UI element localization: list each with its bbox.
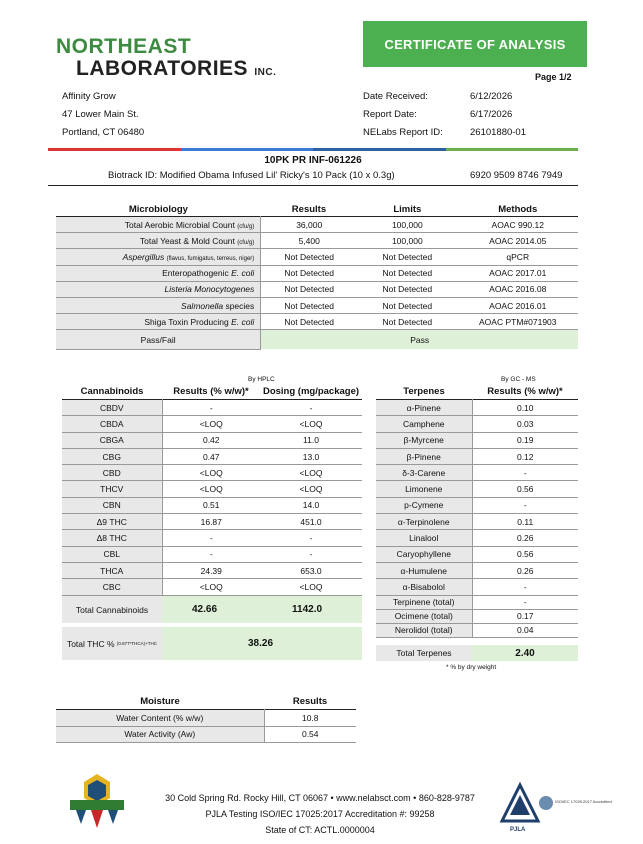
terp-name: α-Terpinolene <box>376 514 472 530</box>
canna-name: CBD <box>62 465 162 481</box>
terp-value: 0.10 <box>472 400 578 416</box>
row-limit: Not Detected <box>357 281 457 297</box>
table-row <box>56 265 578 281</box>
footer <box>120 790 520 838</box>
canna-dose: - <box>260 400 362 416</box>
terp-name: Camphene <box>376 416 472 432</box>
terp-name: α-Bisabolol <box>376 579 472 595</box>
cannabinoids-table <box>62 386 362 596</box>
moist-header-name: Moisture <box>140 696 180 707</box>
canna-header-name: Cannabinoids <box>80 386 144 397</box>
terp-header-name: Terpenes <box>403 386 445 397</box>
report-meta-values <box>470 88 526 142</box>
canna-result: <LOQ <box>162 579 260 595</box>
canna-name: Δ8 THC <box>62 530 162 546</box>
canna-result: 24.39 <box>162 562 260 578</box>
table-row <box>62 400 362 416</box>
biotrack-number: 6920 9509 8746 7949 <box>470 170 563 181</box>
canna-name: Δ9 THC <box>62 514 162 530</box>
canna-dose: 14.0 <box>260 497 362 513</box>
total-thc-label-text: Total THC % <box>66 638 115 649</box>
microbiology-table <box>56 203 578 350</box>
canna-name: CBG <box>62 448 162 464</box>
table-row <box>56 233 578 249</box>
total-cannabinoids-result: 42.66 <box>192 604 218 615</box>
table-row <box>62 546 362 562</box>
table-row <box>62 465 362 481</box>
row-name-ital: E. coli <box>231 268 255 279</box>
row-limit: Not Detected <box>357 314 457 330</box>
terp-value: - <box>472 579 578 595</box>
canna-dose: 13.0 <box>260 448 362 464</box>
micro-header-methods: Methods <box>498 204 538 215</box>
terp-name: δ-3-Carene <box>376 465 472 481</box>
canna-result: 0.47 <box>162 448 260 464</box>
client-name: Affinity Grow <box>62 91 116 102</box>
logo-line1: NORTHEAST <box>56 35 192 58</box>
logo-inc: INC. <box>254 67 277 78</box>
row-limit: Not Detected <box>357 265 457 281</box>
canna-name: CBL <box>62 546 162 562</box>
terp-value: 0.26 <box>472 530 578 546</box>
canna-header-dose: Dosing (mg/package) <box>262 386 360 397</box>
row-name <box>56 249 261 265</box>
canna-result: - <box>162 546 260 562</box>
row-result: Not Detected <box>261 265 357 281</box>
footer-address: 30 Cold Spring Rd. Rocky Hill, CT 06067 • www.nelabsct.com • 860-828-9787 <box>165 793 475 803</box>
table-row <box>376 400 578 416</box>
terp-name: Limonene <box>376 481 472 497</box>
row-unit: (cfu/g) <box>237 223 255 230</box>
row-name <box>56 217 261 233</box>
table-row <box>376 497 578 513</box>
table-row <box>62 432 362 448</box>
moisture-table <box>56 696 356 743</box>
row-result: Not Detected <box>261 281 357 297</box>
dry-weight-note: * % by dry weight <box>446 664 497 671</box>
row-method: AOAC 2014.05 <box>458 233 578 249</box>
table-row <box>376 465 578 481</box>
table-row <box>376 514 578 530</box>
row-name-ital: E. coli <box>231 316 255 327</box>
row-name-text: Aspergillus <box>122 251 165 262</box>
row-name-text: Salmonella <box>181 300 224 311</box>
table-row <box>62 481 362 497</box>
footer-accreditation: PJLA Testing ISO/IEC 17025:2017 Accreditation #: 99258 <box>205 809 435 819</box>
row-limit: Not Detected <box>357 297 457 313</box>
row-name-text: Enteropathogenic <box>162 268 232 279</box>
terp-name: Nerolidol (total) <box>376 623 472 637</box>
table-row <box>62 562 362 578</box>
total-terpenes-row <box>376 645 578 661</box>
logo-line2 <box>76 57 276 81</box>
iso-accredited-text: ISO/IEC 17025:2017 Accredited <box>555 799 612 804</box>
terp-name: Linalool <box>376 530 472 546</box>
terp-name: Ocimene (total) <box>376 609 472 623</box>
table-row <box>62 579 362 595</box>
canna-dose: <LOQ <box>260 481 362 497</box>
micro-header-results: Results <box>291 204 327 215</box>
pass-fail-value: Pass <box>261 330 578 350</box>
row-result: 36,000 <box>261 217 357 233</box>
total-cannabinoids-label: Total Cannabinoids <box>62 596 162 623</box>
micro-header-row <box>56 203 578 217</box>
coa-title-banner: CERTIFICATE OF ANALYSIS <box>363 21 587 67</box>
canna-name: THCA <box>62 562 162 578</box>
moist-header-result: Results <box>292 696 328 707</box>
row-method: AOAC PTM#071903 <box>458 314 578 330</box>
terp-value: 0.26 <box>472 562 578 578</box>
row-name <box>56 297 261 313</box>
terp-value: 0.56 <box>472 481 578 497</box>
table-row <box>62 416 362 432</box>
table-row <box>376 432 578 448</box>
terpenes-table <box>376 386 578 638</box>
moist-name: Water Activity (Aw) <box>56 726 264 743</box>
row-limit: 100,000 <box>357 233 457 249</box>
terp-name: α-Humulene <box>376 562 472 578</box>
canna-dose: 653.0 <box>260 562 362 578</box>
client-address1: 47 Lower Main St. <box>62 109 139 120</box>
table-row <box>62 530 362 546</box>
terp-value: 0.19 <box>472 432 578 448</box>
row-method: AOAC 2016.01 <box>458 297 578 313</box>
row-result: 5,400 <box>261 233 357 249</box>
terp-value: - <box>472 595 578 609</box>
canna-result: 16.87 <box>162 514 260 530</box>
terp-header-row <box>376 386 578 400</box>
terp-name: β-Myrcene <box>376 432 472 448</box>
table-row <box>376 579 578 595</box>
total-cannabinoids-values <box>162 596 362 623</box>
table-row <box>376 481 578 497</box>
sample-id: 10PK PR INF-061226 <box>264 155 362 166</box>
canna-name: CBDA <box>62 416 162 432</box>
canna-dose: <LOQ <box>260 416 362 432</box>
total-thc-row <box>62 627 362 660</box>
table-row <box>376 609 578 623</box>
terp-value: 0.11 <box>472 514 578 530</box>
report-date-label: Report Date: <box>363 109 417 120</box>
terp-value: 0.12 <box>472 448 578 464</box>
canna-result: <LOQ <box>162 481 260 497</box>
pjla-accreditation-icon <box>498 783 612 835</box>
terp-value: - <box>472 465 578 481</box>
total-thc-label <box>62 627 162 660</box>
total-cannabinoids-dose: 1142.0 <box>292 604 323 615</box>
report-id-label: NELabs Report ID: <box>363 127 443 138</box>
table-row <box>62 514 362 530</box>
row-unit: (cfu/g) <box>237 239 255 246</box>
row-unit: (flavus, fumigatus, terreus, niger) <box>166 255 255 262</box>
row-name <box>56 265 261 281</box>
table-row <box>376 416 578 432</box>
color-divider <box>48 148 578 151</box>
row-result: Not Detected <box>261 249 357 265</box>
total-terpenes-value: 2.40 <box>472 645 578 661</box>
row-name-text: Total Yeast & Mold Count <box>139 235 235 246</box>
row-name-text: Listeria Monocytogenes <box>164 284 255 295</box>
table-row <box>376 595 578 609</box>
canna-result: <LOQ <box>162 416 260 432</box>
table-row <box>56 726 356 743</box>
row-method: AOAC 2017.01 <box>458 265 578 281</box>
row-name <box>56 314 261 330</box>
row-name-suffix: species <box>223 300 255 311</box>
row-name-text: Shiga Toxin Producing <box>144 316 232 327</box>
terp-name: Terpinene (total) <box>376 595 472 609</box>
micro-header-limits: Limits <box>393 204 422 215</box>
table-row <box>56 297 578 313</box>
report-id: 26101880-01 <box>470 127 526 138</box>
pass-fail-label: Pass/Fail <box>56 330 261 350</box>
canna-result: 0.51 <box>162 497 260 513</box>
canna-result: 0.42 <box>162 432 260 448</box>
total-terpenes-label: Total Terpenes <box>376 645 472 661</box>
total-thc-value-box <box>162 627 362 660</box>
page-number: Page 1/2 <box>535 72 572 82</box>
table-row <box>376 530 578 546</box>
canna-dose: 11.0 <box>260 432 362 448</box>
micro-header-name: Microbiology <box>128 204 188 215</box>
table-row <box>56 314 578 330</box>
table-row <box>56 217 578 233</box>
canna-result: - <box>162 400 260 416</box>
row-name <box>56 281 261 297</box>
table-row <box>62 497 362 513</box>
row-name-text: Total Aerobic Microbial Count <box>124 219 235 230</box>
total-cannabinoids-row <box>62 596 362 623</box>
total-thc-formula: (0.877*THCA)+THC <box>116 641 158 646</box>
table-row <box>62 448 362 464</box>
terp-name: β-Pinene <box>376 448 472 464</box>
canna-header-result: Results (% w/w)* <box>173 386 249 397</box>
canna-dose: - <box>260 546 362 562</box>
row-result: Not Detected <box>261 314 357 330</box>
terp-value: 0.03 <box>472 416 578 432</box>
date-received-label: Date Received: <box>363 91 428 102</box>
table-row <box>376 448 578 464</box>
client-address2: Portland, CT 06480 <box>62 127 145 138</box>
canna-dose: 451.0 <box>260 514 362 530</box>
moist-header-row <box>56 696 356 710</box>
table-row <box>376 623 578 637</box>
row-name <box>56 233 261 249</box>
table-row <box>376 546 578 562</box>
footer-state: State of CT: ACTL.0000004 <box>265 825 375 835</box>
canna-header-row <box>62 386 362 400</box>
canna-name: CBN <box>62 497 162 513</box>
terp-value: 0.56 <box>472 546 578 562</box>
terp-name: α-Pinene <box>376 400 472 416</box>
report-meta-labels <box>363 88 443 142</box>
pjla-text: PJLA <box>510 827 526 833</box>
canna-name: CBDV <box>62 400 162 416</box>
moist-name: Water Content (% w/w) <box>56 710 264 727</box>
pass-fail-row <box>56 330 578 350</box>
moist-value: 10.8 <box>264 710 356 727</box>
divider <box>48 185 578 186</box>
row-limit: Not Detected <box>357 249 457 265</box>
canna-dose: <LOQ <box>260 465 362 481</box>
row-method: AOAC 2016.08 <box>458 281 578 297</box>
hplc-method-tag: By HPLC <box>248 376 275 383</box>
table-row <box>56 710 356 727</box>
client-block <box>62 88 144 142</box>
date-received: 6/12/2026 <box>470 91 513 102</box>
canna-result: <LOQ <box>162 465 260 481</box>
total-thc-value: 38.26 <box>248 638 274 649</box>
table-row <box>376 562 578 578</box>
row-result: Not Detected <box>261 297 357 313</box>
terp-value: 0.04 <box>472 623 578 637</box>
report-date: 6/17/2026 <box>470 109 513 120</box>
logo-line2-text: LABORATORIES <box>76 57 249 80</box>
gcms-method-tag: By GC - MS <box>501 376 536 383</box>
canna-name: THCV <box>62 481 162 497</box>
terp-name: Caryophyllene <box>376 546 472 562</box>
canna-dose: - <box>260 530 362 546</box>
terp-value: - <box>472 497 578 513</box>
row-method: qPCR <box>458 249 578 265</box>
biotrack-id: Biotrack ID: Modified Obama Infused Lil' Ricky's 10 Pack (10 x 0.3g) <box>108 170 395 181</box>
table-row <box>56 249 578 265</box>
row-method: AOAC 990.12 <box>458 217 578 233</box>
canna-result: - <box>162 530 260 546</box>
terp-value: 0.17 <box>472 609 578 623</box>
table-row <box>56 281 578 297</box>
canna-name: CBGA <box>62 432 162 448</box>
terp-name: p-Cymene <box>376 497 472 513</box>
moist-value: 0.54 <box>264 726 356 743</box>
canna-dose: <LOQ <box>260 579 362 595</box>
terp-header-result: Results (% w/w)* <box>487 386 563 397</box>
row-limit: 100,000 <box>357 217 457 233</box>
canna-name: CBC <box>62 579 162 595</box>
